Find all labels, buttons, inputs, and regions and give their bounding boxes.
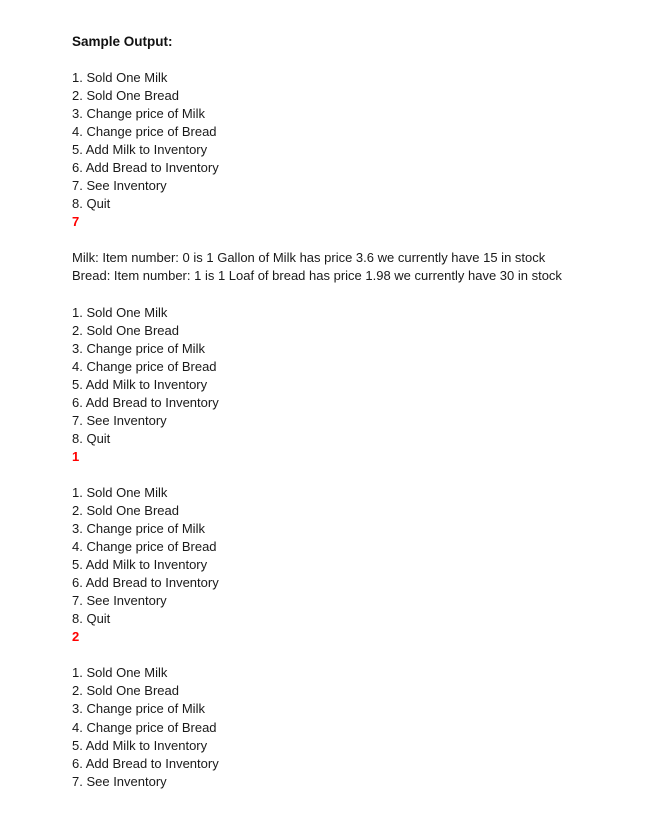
document-body bbox=[72, 33, 632, 791]
menu-item-see-inventory: 7. See Inventory bbox=[72, 773, 167, 789]
menu-item-sold-bread: 2. Sold One Bread bbox=[72, 88, 179, 104]
menu-item-see-inventory: 7. See Inventory bbox=[72, 412, 167, 428]
inventory-line-bread: Bread: Item number: 1 is 1 Loaf of bread has price 1.98 we currently have 30 in stock bbox=[72, 268, 562, 284]
menu-item-sold-bread: 2. Sold One Bread bbox=[72, 683, 179, 699]
menu-item-change-bread-price: 4. Change price of Bread bbox=[72, 124, 217, 140]
user-input: 7 bbox=[72, 214, 80, 230]
menu-item-add-milk: 5. Add Milk to Inventory bbox=[72, 376, 208, 392]
spacer bbox=[72, 286, 632, 304]
menu-item-sold-bread: 2. Sold One Bread bbox=[72, 502, 179, 518]
menu-item-quit: 8. Quit bbox=[72, 196, 111, 212]
menu-item-add-bread: 6. Add Bread to Inventory bbox=[72, 160, 219, 176]
spacer bbox=[72, 466, 632, 484]
menu-item-quit: 8. Quit bbox=[72, 611, 111, 627]
menu-item-change-milk-price: 3. Change price of Milk bbox=[72, 701, 205, 717]
menu-item-add-milk: 5. Add Milk to Inventory bbox=[72, 142, 208, 158]
spacer bbox=[72, 231, 632, 249]
menu-item-sold-milk: 1. Sold One Milk bbox=[72, 70, 168, 85]
menu-item-add-milk: 5. Add Milk to Inventory bbox=[72, 557, 208, 573]
menu-item-change-milk-price: 3. Change price of Milk bbox=[72, 106, 205, 122]
menu-item-change-milk-price: 3. Change price of Milk bbox=[72, 521, 205, 537]
menu-item-see-inventory: 7. See Inventory bbox=[72, 178, 167, 194]
spacer bbox=[72, 51, 632, 69]
menu-item-add-bread: 6. Add Bread to Inventory bbox=[72, 394, 219, 410]
menu-item-sold-milk: 1. Sold One Milk bbox=[72, 304, 168, 320]
menu-item-change-bread-price: 4. Change price of Bread bbox=[72, 539, 217, 555]
menu-item-change-bread-price: 4. Change price of Bread bbox=[72, 719, 217, 735]
menu-item-quit: 8. Quit bbox=[72, 430, 111, 446]
menu-item-sold-milk: 1. Sold One Milk bbox=[72, 484, 168, 500]
menu-item-add-bread: 6. Add Bread to Inventory bbox=[72, 755, 219, 771]
menu-item-add-bread: 6. Add Bread to Inventory bbox=[72, 575, 219, 591]
menu-item-sold-milk: 1. Sold One Milk bbox=[72, 665, 168, 681]
menu-item-change-milk-price: 3. Change price of Milk bbox=[72, 340, 205, 356]
menu-item-sold-bread: 2. Sold One Bread bbox=[72, 322, 179, 338]
spacer bbox=[72, 646, 632, 664]
menu-item-add-milk: 5. Add Milk to Inventory bbox=[72, 737, 208, 753]
user-input: 2 bbox=[72, 629, 80, 645]
menu-block-4 bbox=[72, 664, 632, 790]
page-title: Sample Output: bbox=[72, 34, 173, 49]
menu-block-2 bbox=[72, 304, 632, 466]
menu-item-see-inventory: 7. See Inventory bbox=[72, 593, 167, 609]
menu-block-3 bbox=[72, 484, 632, 646]
user-input: 1 bbox=[72, 448, 80, 464]
menu-block-1 bbox=[72, 69, 632, 231]
menu-item-change-bread-price: 4. Change price of Bread bbox=[72, 358, 217, 374]
inventory-line-milk: Milk: Item number: 0 is 1 Gallon of Milk has price 3.6 we currently have 15 in stock bbox=[72, 250, 546, 266]
inventory-output bbox=[72, 249, 632, 285]
